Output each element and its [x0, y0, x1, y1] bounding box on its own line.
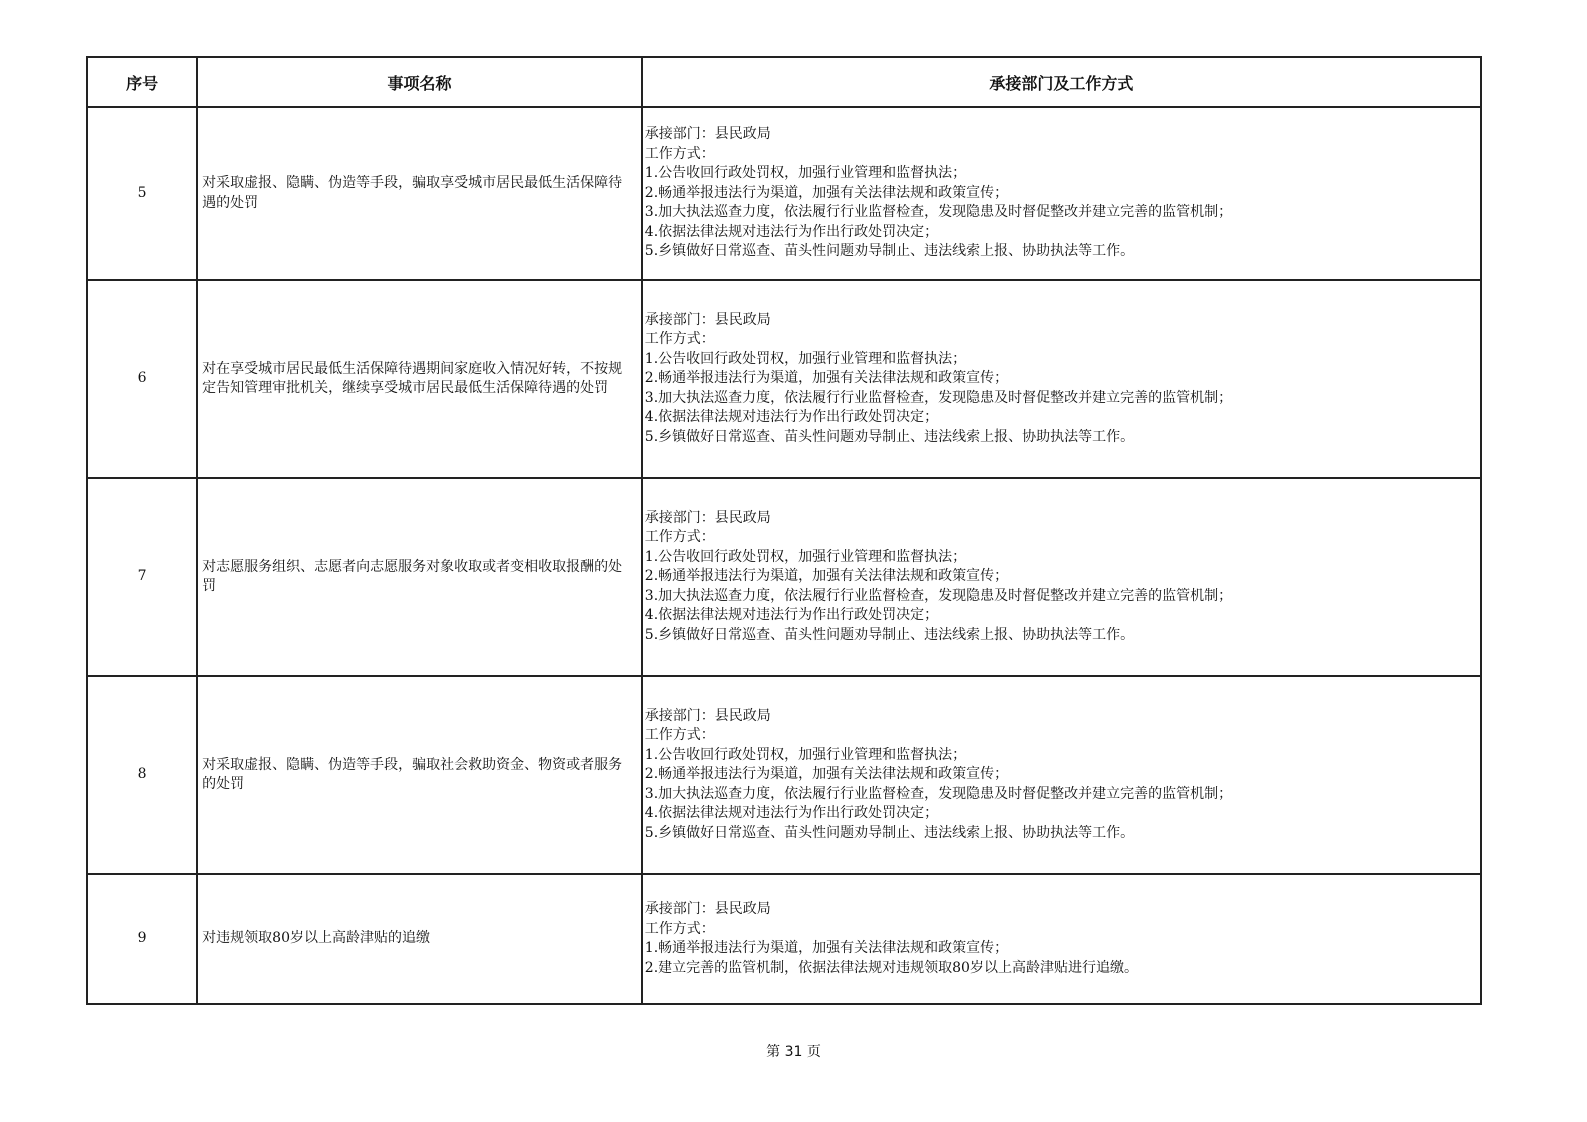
row-department-method — [642, 478, 1481, 676]
method-line: 承接部门：县民政局 — [644, 509, 771, 526]
row-department-method — [642, 874, 1481, 1004]
page-number: 第 31 页 — [766, 1044, 821, 1060]
method-line: 承接部门：县民政局 — [644, 311, 771, 328]
method-line: 工作方式： — [644, 145, 715, 162]
header-department-method: 承接部门及工作方式 — [642, 57, 1481, 107]
items-table — [86, 56, 1482, 1005]
row-item-name: 对在享受城市居民最低生活保障待遇期间家庭收入情况好转，不按规定告知管理审批机关，继续享受城市居民最低生活保障待遇的处罚 — [197, 280, 642, 478]
method-line: 2.畅通举报违法行为渠道，加强有关法律法规和政策宣传； — [644, 766, 1009, 783]
table-row — [87, 280, 1481, 478]
method-line: 3.加大执法巡查力度，依法履行行业监督检查，发现隐患及时督促整改并建立完善的监管机制； — [644, 389, 1233, 406]
method-line: 1.公告收回行政处罚权，加强行业管理和监督执法； — [644, 548, 967, 565]
method-line: 4.依据法律法规对违法行为作出行政处罚决定； — [644, 805, 939, 822]
row-department-method — [642, 676, 1481, 874]
method-line: 承接部门：县民政局 — [644, 126, 771, 143]
method-line: 4.依据法律法规对违法行为作出行政处罚决定； — [644, 223, 939, 240]
method-line: 2.畅通举报违法行为渠道，加强有关法律法规和政策宣传； — [644, 568, 1009, 585]
method-line: 1.公告收回行政处罚权，加强行业管理和监督执法； — [644, 746, 967, 763]
method-line: 2.建立完善的监管机制，依据法律法规对违规领取80岁以上高龄津贴进行追缴。 — [644, 959, 1138, 976]
method-line: 3.加大执法巡查力度，依法履行行业监督检查，发现隐患及时督促整改并建立完善的监管机制； — [644, 587, 1233, 604]
method-line: 承接部门：县民政局 — [644, 901, 771, 917]
row-department-method — [642, 107, 1481, 280]
row-serial-number: 5 — [87, 107, 197, 280]
method-line: 1.公告收回行政处罚权，加强行业管理和监督执法； — [644, 350, 967, 367]
table-row — [87, 874, 1481, 1004]
method-line: 工作方式： — [644, 920, 715, 937]
row-serial-number: 6 — [87, 280, 197, 478]
table-row — [87, 478, 1481, 676]
header-item-name: 事项名称 — [197, 57, 642, 107]
row-serial-number: 8 — [87, 676, 197, 874]
method-line: 3.加大执法巡查力度，依法履行行业监督检查，发现隐患及时督促整改并建立完善的监管机制； — [644, 204, 1233, 221]
row-item-name: 对采取虚报、隐瞒、伪造等手段，骗取享受城市居民最低生活保障待遇的处罚 — [197, 107, 642, 280]
row-item-name: 对志愿服务组织、志愿者向志愿服务对象收取或者变相收取报酬的处罚 — [197, 478, 642, 676]
method-line: 3.加大执法巡查力度，依法履行行业监督检查，发现隐患及时督促整改并建立完善的监管机制； — [644, 785, 1233, 802]
row-serial-number: 9 — [87, 874, 197, 1004]
method-line: 2.畅通举报违法行为渠道，加强有关法律法规和政策宣传； — [644, 184, 1009, 201]
method-line: 4.依据法律法规对违法行为作出行政处罚决定； — [644, 409, 939, 426]
method-line: 5.乡镇做好日常巡查、苗头性问题劝导制止、违法线索上报、协助执法等工作。 — [644, 626, 1135, 643]
method-line: 2.畅通举报违法行为渠道，加强有关法律法规和政策宣传； — [644, 370, 1009, 387]
table-row — [87, 676, 1481, 874]
header-serial-number: 序号 — [87, 57, 197, 107]
method-line: 工作方式： — [644, 727, 715, 744]
row-serial-number: 7 — [87, 478, 197, 676]
method-line: 1.公告收回行政处罚权，加强行业管理和监督执法； — [644, 165, 967, 182]
table-row — [87, 107, 1481, 280]
row-department-method — [642, 280, 1481, 478]
method-line: 5.乡镇做好日常巡查、苗头性问题劝导制止、违法线索上报、协助执法等工作。 — [644, 824, 1135, 841]
method-line: 工作方式： — [644, 529, 715, 546]
method-line: 5.乡镇做好日常巡查、苗头性问题劝导制止、违法线索上报、协助执法等工作。 — [644, 243, 1135, 260]
method-line: 承接部门：县民政局 — [644, 707, 771, 724]
header-row — [87, 57, 1481, 107]
row-item-name: 对采取虚报、隐瞒、伪造等手段，骗取社会救助资金、物资或者服务的处罚 — [197, 676, 642, 874]
method-line: 工作方式： — [644, 331, 715, 348]
method-line: 4.依据法律法规对违法行为作出行政处罚决定； — [644, 607, 939, 624]
method-line: 5.乡镇做好日常巡查、苗头性问题劝导制止、违法线索上报、协助执法等工作。 — [644, 428, 1135, 445]
row-item-name: 对违规领取80岁以上高龄津贴的追缴 — [197, 874, 642, 1004]
method-line: 1.畅通举报违法行为渠道，加强有关法律法规和政策宣传； — [644, 940, 1009, 956]
